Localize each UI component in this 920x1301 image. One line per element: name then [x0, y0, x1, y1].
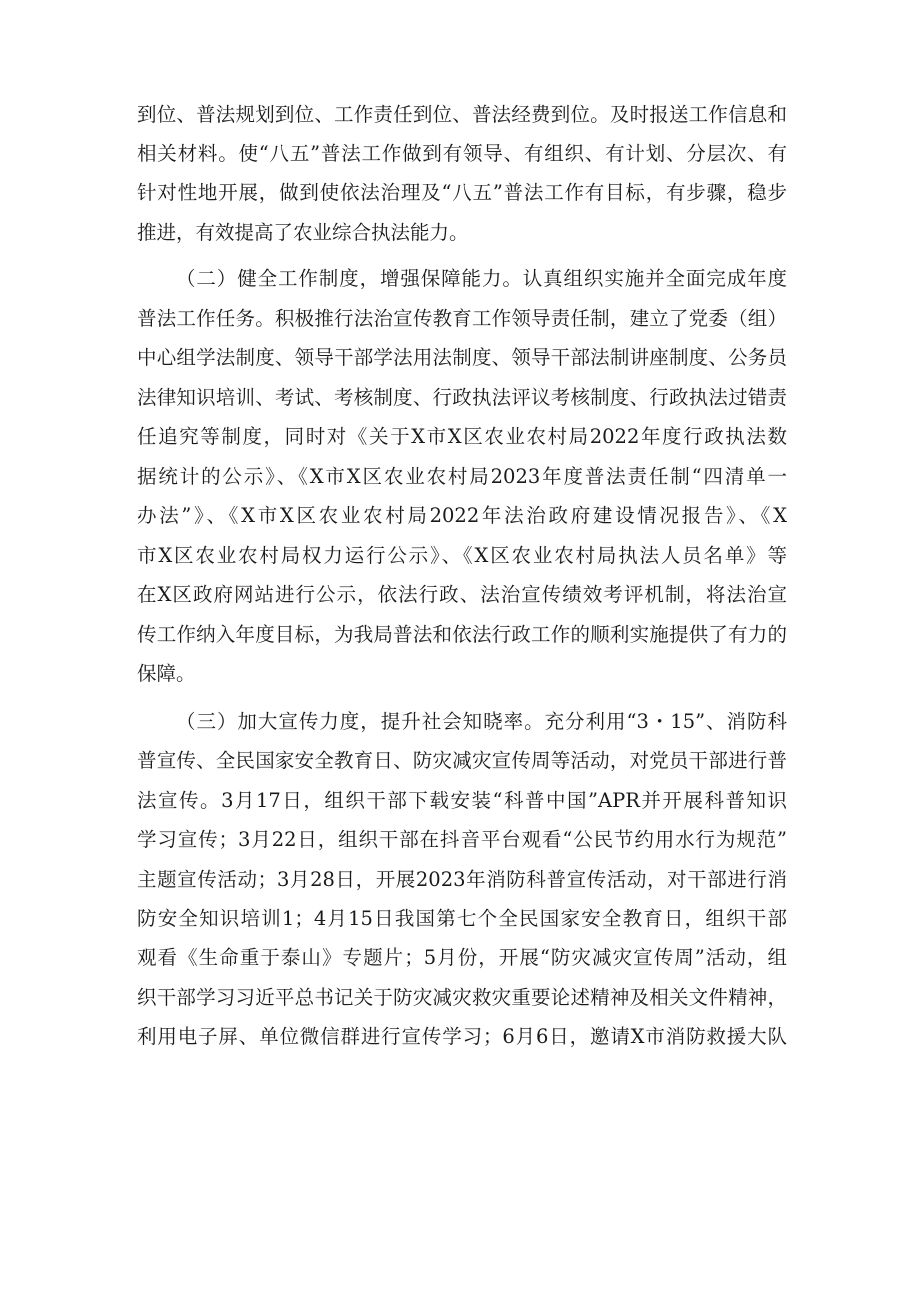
- paragraph-line: 传工作纳入年度目标，为我局普法和依法行政工作的顺利实施提供了有力的: [137, 623, 787, 646]
- paragraph-line: 普法工作任务。积极推行法治宣传教育工作领导责任制，建立了党委（组）: [137, 307, 787, 330]
- paragraph-line: 到位、普法规划到位、工作责任到位、普法经费到位。及时报送工作信息和: [137, 103, 787, 126]
- paragraph-line: 利用电子屏、单位微信群进行宣传学习；6月6日，邀请X市消防救援大队: [137, 1025, 787, 1048]
- paragraph-line: 保障。: [137, 662, 196, 685]
- paragraph-line: 中心组学法制度、领导干部学法用法制度、领导干部法制讲座制度、公务员: [137, 346, 787, 369]
- paragraph-first-line: （二）健全工作制度，增强保障能力。认真组织实施并全面完成年度: [176, 267, 787, 290]
- paragraph-line: 任追究等制度，同时对《关于X市X区农业农村局2022年度行政执法数: [137, 425, 787, 448]
- paragraph-first-line: （三）加大宣传力度，提升社会知晓率。充分利用“3・15”、消防科: [176, 710, 787, 733]
- paragraph-line: 学习宣传；3月22日，组织干部在抖音平台观看“公民节约用水行为规范”: [137, 828, 787, 851]
- paragraph-line: 观看《生命重于泰山》专题片；5月份，开展“防灾减灾宣传周”活动，组: [137, 946, 787, 969]
- paragraph-line: 办法”》、《X市X区农业农村局2022年法治政府建设情况报告》、《X: [137, 504, 787, 527]
- paragraph-line: 市X区农业农村局权力运行公示》、《X区农业农村局执法人员名单》等: [137, 544, 787, 567]
- paragraph-line: 防安全知识培训1；4月15日我国第七个全民国家安全教育日，组织干部: [137, 907, 787, 930]
- paragraph-line: 主题宣传活动；3月28日，开展2023年消防科普宣传活动，对干部进行消: [137, 868, 787, 891]
- paragraph-line: 织干部学习习近平总书记关于防灾减灾救灾重要论述精神及相关文件精神，: [137, 986, 787, 1009]
- paragraph-line: 普宣传、全民国家安全教育日、防灾减灾宣传周等活动，对党员干部进行普: [137, 749, 787, 772]
- paragraph-line: 推进，有效提高了农业综合执法能力。: [137, 221, 469, 244]
- paragraph-line: 针对性地开展，做到使依法治理及“八五”普法工作有目标，有步骤，稳步: [137, 181, 787, 204]
- paragraph-line: 法律知识培训、考试、考核制度、行政执法评议考核制度、行政执法过错责: [137, 386, 787, 409]
- paragraph-line: 在X区政府网站进行公示，依法行政、法治宣传绩效考评机制，将法治宣: [137, 583, 787, 606]
- paragraph-line: 据统计的公示》、《X市X区农业农村局2023年度普法责任制“四清单一: [137, 465, 787, 488]
- paragraph-line: 相关材料。使“八五”普法工作做到有领导、有组织、有计划、分层次、有: [137, 142, 787, 165]
- paragraph-line: 法宣传。3月17日，组织干部下载安装“科普中国”APR并开展科普知识: [137, 789, 787, 812]
